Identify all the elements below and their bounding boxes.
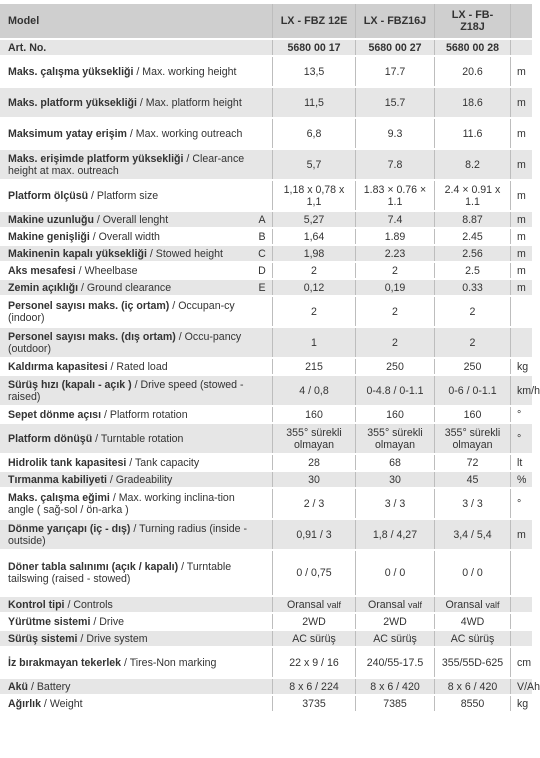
table-row (0, 297, 532, 326)
spec-unit: kg (510, 359, 532, 374)
spec-value-model-3: 0.33 (434, 280, 510, 295)
spec-unit: m (510, 119, 532, 148)
spec-unit (510, 631, 532, 646)
spec-label-en: Drive speed (stowed - raised) (8, 378, 244, 403)
spec-unit (510, 614, 532, 629)
spec-table (0, 2, 540, 713)
spec-value-model-2: 355° sürekli olmayan (355, 424, 434, 453)
spec-label-en: Gradeability (115, 473, 173, 486)
table-row (0, 246, 532, 261)
spec-label-tr: Ağırlık (8, 697, 41, 710)
table-row (0, 119, 532, 148)
dimension-code (252, 489, 272, 518)
table-row (0, 679, 532, 694)
spec-value-model-3: 250 (434, 359, 510, 374)
table-row (0, 57, 532, 86)
table-row (0, 359, 532, 374)
label-separator: / (121, 656, 130, 669)
spec-value-model-3: 45 (434, 472, 510, 487)
spec-label-en: Overall lenght (102, 213, 169, 226)
dimension-code (252, 696, 272, 711)
dimension-code (252, 328, 272, 357)
dimension-code (252, 407, 272, 422)
label-separator: / (175, 330, 185, 343)
table-row (0, 407, 532, 422)
spec-value-model-3: 355° sürekli olmayan (434, 424, 510, 453)
dimension-code: D (252, 263, 272, 278)
dimension-code (252, 455, 272, 470)
spec-value-model-3: AC sürüş (434, 631, 510, 646)
spec-value-model-1: 2 (272, 297, 355, 326)
spec-value-model-2: 1.83 × 0.76 × 1.1 (355, 181, 434, 210)
table-row (0, 181, 532, 210)
spec-label-tr: Döner tabla salınımı (açık / kapalı) (8, 561, 179, 573)
spec-label-en: Turning radius (inside - outside) (8, 522, 248, 547)
spec-label (0, 297, 252, 326)
label-separator: / (75, 264, 85, 277)
dimension-code (252, 597, 272, 612)
table-row (0, 263, 532, 278)
spec-value-model-3: 0 / 0 (434, 551, 510, 595)
label-separator: / (183, 152, 193, 165)
spec-label-en: Max. working height (142, 65, 237, 78)
spec-label-en: Occupan-cy (indoor) (8, 299, 235, 324)
spec-value-model-3: 8.87 (434, 212, 510, 227)
spec-unit (510, 40, 532, 55)
spec-value-model-1: 28 (272, 455, 355, 470)
spec-label-en: Occu-pancy (outdoor) (8, 330, 242, 355)
spec-label-en: Max. platform height (145, 96, 242, 109)
spec-label-tr: Maks. platform yüksekliği (8, 96, 137, 109)
label-separator: / (146, 247, 156, 260)
table-row (0, 88, 532, 117)
spec-value-model-3: 20.6 (434, 57, 510, 86)
label-separator: / (133, 65, 143, 78)
label-separator: / (136, 96, 146, 109)
spec-value-model-3: 4WD (434, 614, 510, 629)
label-separator: / (28, 680, 37, 693)
spec-label (0, 57, 252, 86)
spec-label (0, 181, 252, 210)
dimension-code (252, 376, 272, 405)
spec-label-tr: Kontrol tipi (8, 598, 65, 611)
spec-value-model-2: 17.7 (355, 57, 434, 86)
dimension-code: C (252, 246, 272, 261)
spec-value-model-2: AC sürüş (355, 631, 434, 646)
table-row (0, 614, 532, 629)
model-header-3: LX - FB- Z18J (434, 4, 510, 38)
table-row (0, 472, 532, 487)
spec-value-model-1: 22 x 9 / 16 (272, 648, 355, 677)
spec-value-model-2: 7.8 (355, 150, 434, 179)
spec-label (0, 520, 252, 549)
label-separator: / (92, 432, 101, 445)
spec-label-tr: Makine genişliği (8, 230, 90, 243)
spec-label-en: Drive system (86, 632, 148, 645)
spec-label-tr: Hidrolik tank kapasitesi (8, 456, 127, 469)
spec-label-tr: Maks. erişimde platform yüksekliği (8, 152, 184, 165)
table-row (0, 631, 532, 646)
spec-unit: lt (510, 455, 532, 470)
table-row (0, 520, 532, 549)
model-header: Model (0, 4, 252, 38)
spec-label-tr: Maksimum yatay erişim (8, 127, 127, 140)
spec-label-en: Max. working outreach (135, 127, 243, 140)
label-separator: / (88, 189, 97, 202)
spec-label-en: Platform size (96, 189, 159, 202)
spec-label (0, 489, 252, 518)
table-row (0, 696, 532, 711)
spec-label (0, 614, 252, 629)
spec-label (0, 424, 252, 453)
spec-value-model-2: 8 x 6 / 420 (355, 679, 434, 694)
spec-value-model-3: 8550 (434, 696, 510, 711)
spec-value-model-3: 2.45 (434, 229, 510, 244)
spec-value-model-3: 355/55D-625 (434, 648, 510, 677)
label-separator: / (178, 561, 187, 573)
spec-label-tr: Tırmanma kabiliyeti (8, 473, 107, 486)
spec-value-model-2: 1,8 / 4,27 (355, 520, 434, 549)
spec-label-en: Drive (99, 615, 125, 628)
label-separator: / (107, 360, 117, 373)
spec-value-model-1: 4 / 0,8 (272, 376, 355, 405)
label-separator: / (78, 281, 87, 294)
table-row (0, 648, 532, 677)
spec-label (0, 40, 252, 55)
label-separator: / (106, 473, 116, 486)
spec-label-en: Stowed height (155, 247, 223, 260)
spec-label-tr: İz bırakmayan tekerlek (8, 656, 122, 669)
spec-unit: m (510, 246, 532, 261)
dimension-code (252, 88, 272, 117)
spec-label-tr: Art. No. (8, 41, 47, 54)
value-suffix: valf (327, 599, 342, 610)
spec-label-tr: Aks mesafesi (8, 264, 76, 277)
dimension-code (252, 520, 272, 549)
dimension-code (252, 297, 272, 326)
spec-label (0, 119, 252, 148)
spec-label (0, 328, 252, 357)
spec-label-tr: Sepet dönme açısı (8, 408, 102, 421)
spec-label-en: Max. working inclina-tion angle ( sağ-sol / ön-arka ) (8, 491, 235, 516)
spec-unit (510, 297, 532, 326)
label-separator: / (40, 697, 50, 710)
table-row (0, 212, 532, 227)
table-row (0, 40, 532, 55)
dimension-code (252, 181, 272, 210)
spec-label-tr: Platform ölçüsü (8, 189, 89, 202)
spec-label-en: Platform rotation (109, 408, 188, 421)
dimension-code (252, 631, 272, 646)
label-separator: / (126, 127, 136, 140)
spec-value-model-3: 2.56 (434, 246, 510, 261)
spec-unit (510, 328, 532, 357)
spec-value-model-2: 0,19 (355, 280, 434, 295)
dimension-code: E (252, 280, 272, 295)
spec-value-model-3 (434, 597, 510, 612)
spec-label-tr: Kaldırma kapasitesi (8, 360, 108, 373)
spec-value-model-2: 68 (355, 455, 434, 470)
dimension-code (252, 57, 272, 86)
spec-value-model-3: 11.6 (434, 119, 510, 148)
spec-body (0, 40, 540, 711)
label-separator: / (169, 299, 179, 312)
spec-value-model-3: 3 / 3 (434, 489, 510, 518)
spec-label (0, 472, 252, 487)
spec-value-model-2: 2 (355, 263, 434, 278)
spec-value-model-3: 2 (434, 328, 510, 357)
spec-value-model-2: 7385 (355, 696, 434, 711)
spec-label-tr: Sürüş hızı (kapalı - açık ) (8, 378, 132, 391)
label-separator: / (77, 632, 87, 645)
spec-value-model-2: 9.3 (355, 119, 434, 148)
spec-unit: m (510, 520, 532, 549)
spec-value-model-2: 15.7 (355, 88, 434, 117)
spec-label-tr: Personel sayısı maks. (iç ortam) (8, 299, 170, 312)
spec-value-model-1: 1,64 (272, 229, 355, 244)
dimension-code: B (252, 229, 272, 244)
spec-label (0, 648, 252, 677)
table-row (0, 280, 532, 295)
spec-value-model-1: 11,5 (272, 88, 355, 117)
spec-unit: kg (510, 696, 532, 711)
spec-unit (510, 551, 532, 595)
spec-label (0, 359, 252, 374)
spec-label-tr: Personel sayısı maks. (dış ortam) (8, 330, 176, 343)
table-row (0, 551, 532, 595)
spec-label-tr: Dönme yarıçapı (iç - dış) (8, 522, 131, 535)
spec-unit: m (510, 57, 532, 86)
spec-unit: cm (510, 648, 532, 677)
spec-label (0, 212, 252, 227)
spec-unit: % (510, 472, 532, 487)
table-row (0, 489, 532, 518)
dimension-code (252, 679, 272, 694)
spec-value-model-2: 2 (355, 297, 434, 326)
spec-value-model-1: 6,8 (272, 119, 355, 148)
spec-label (0, 280, 252, 295)
spec-label-en: Weight (49, 697, 83, 710)
spec-unit: m (510, 150, 532, 179)
spec-value-model-2: 2.23 (355, 246, 434, 261)
spec-unit: m (510, 181, 532, 210)
model-header-2: LX - FBZ16J (355, 4, 434, 38)
label-separator: / (130, 522, 140, 535)
spec-label-tr: Yürütme sistemi (8, 615, 91, 628)
spec-value-model-3: 0-6 / 0-1.1 (434, 376, 510, 405)
dimension-code (252, 472, 272, 487)
spec-unit: ° (510, 424, 532, 453)
spec-value-model-2: 3 / 3 (355, 489, 434, 518)
spec-label-en: Overall width (98, 230, 160, 243)
label-separator: / (131, 378, 141, 391)
spec-label-en: Tires-Non marking (129, 656, 217, 669)
spec-value-model-1: 355° sürekli olmayan (272, 424, 355, 453)
spec-value-model-3: 8.2 (434, 150, 510, 179)
spec-unit: V/Ah (510, 679, 532, 694)
label-separator: / (109, 491, 119, 504)
spec-label (0, 88, 252, 117)
spec-value-model-1: 2 (272, 263, 355, 278)
spec-label (0, 407, 252, 422)
spec-unit: m (510, 263, 532, 278)
header-row (0, 4, 532, 38)
table-row (0, 150, 532, 179)
value-text: Oransal (286, 598, 328, 611)
spec-label (0, 263, 252, 278)
label-separator: / (126, 456, 135, 469)
spec-label-en: Wheelbase (84, 264, 138, 277)
spec-value-model-1: 13,5 (272, 57, 355, 86)
spec-value-model-1: 160 (272, 407, 355, 422)
table-row (0, 597, 532, 612)
spec-label-tr: Sürüş sistemi (8, 632, 78, 645)
spec-unit: m (510, 280, 532, 295)
spec-value-model-1: 0,12 (272, 280, 355, 295)
spec-value-model-2: 2 (355, 328, 434, 357)
spec-label (0, 597, 252, 612)
value-suffix: valf (485, 599, 500, 610)
value-text: Oransal (367, 598, 409, 611)
spec-label-tr: Akü (8, 680, 29, 693)
spec-label-en: Clear-ance height at max. outreach (8, 152, 245, 177)
spec-label (0, 150, 252, 179)
spec-value-model-1: 2 / 3 (272, 489, 355, 518)
spec-value-model-2: 240/55-17.5 (355, 648, 434, 677)
spec-value-model-2: 30 (355, 472, 434, 487)
dimension-code (252, 424, 272, 453)
spec-label (0, 679, 252, 694)
table-row (0, 455, 532, 470)
spec-value-model-1: 0,91 / 3 (272, 520, 355, 549)
spec-value-model-2: 7.4 (355, 212, 434, 227)
label-separator: / (93, 213, 103, 226)
spec-unit: km/h (510, 376, 532, 405)
spec-label-tr: Maks. çalışma eğimi (8, 491, 110, 504)
spec-label (0, 696, 252, 711)
spec-value-model-2 (355, 597, 434, 612)
dimension-code (252, 40, 272, 55)
spec-label (0, 246, 252, 261)
label-separator: / (90, 615, 100, 628)
spec-unit: ° (510, 489, 532, 518)
spec-label-tr: Zemin açıklığı (8, 281, 79, 294)
spec-unit: ° (510, 407, 532, 422)
spec-value-model-3: 2.5 (434, 263, 510, 278)
table-row (0, 376, 532, 405)
spec-label-en: Turntable tailswing (raised - stowed) (8, 561, 232, 585)
dimension-code (252, 150, 272, 179)
spec-value-model-1: 1,98 (272, 246, 355, 261)
spec-label (0, 551, 252, 595)
spec-label-tr: Maks. çalışma yüksekliği (8, 65, 134, 78)
spec-unit: m (510, 229, 532, 244)
spec-label (0, 376, 252, 405)
spec-value-model-1: 0 / 0,75 (272, 551, 355, 595)
spec-value-model-1: 1,18 x 0,78 x 1,1 (272, 181, 355, 210)
spec-label (0, 229, 252, 244)
spec-value-model-1: 30 (272, 472, 355, 487)
code-header (252, 4, 272, 38)
spec-unit: m (510, 212, 532, 227)
spec-value-model-1: 3735 (272, 696, 355, 711)
dimension-code: A (252, 212, 272, 227)
spec-value-model-3: 5680 00 28 (434, 40, 510, 55)
spec-value-model-3: 160 (434, 407, 510, 422)
dimension-code (252, 551, 272, 595)
spec-value-model-1 (272, 597, 355, 612)
table-row (0, 229, 532, 244)
spec-value-model-3: 72 (434, 455, 510, 470)
spec-label-en: Turntable rotation (100, 432, 184, 445)
model-header-1: LX - FBZ 12E (272, 4, 355, 38)
spec-value-model-1: 215 (272, 359, 355, 374)
spec-label-en: Controls (73, 598, 113, 611)
dimension-code (252, 119, 272, 148)
dimension-code (252, 359, 272, 374)
spec-label-en: Rated load (116, 360, 168, 373)
spec-value-model-1: 5,7 (272, 150, 355, 179)
spec-label (0, 455, 252, 470)
spec-value-model-1: 5680 00 17 (272, 40, 355, 55)
table-row (0, 328, 532, 357)
spec-label-tr: Makine uzunluğu (8, 213, 94, 226)
spec-unit: m (510, 88, 532, 117)
dimension-code (252, 614, 272, 629)
spec-value-model-1: AC sürüş (272, 631, 355, 646)
label-separator: / (89, 230, 99, 243)
dimension-code (252, 648, 272, 677)
label-separator: / (64, 598, 74, 611)
spec-value-model-2: 1.89 (355, 229, 434, 244)
spec-label (0, 631, 252, 646)
spec-label-en: Tank capacity (134, 456, 200, 469)
spec-value-model-1: 5,27 (272, 212, 355, 227)
value-suffix: valf (408, 599, 423, 610)
spec-value-model-2: 250 (355, 359, 434, 374)
spec-value-model-3: 18.6 (434, 88, 510, 117)
spec-value-model-3: 2.4 × 0.91 x 1.1 (434, 181, 510, 210)
spec-value-model-2: 5680 00 27 (355, 40, 434, 55)
value-text: Oransal (445, 598, 486, 611)
spec-label-tr: Makinenin kapalı yüksekliği (8, 247, 147, 260)
spec-value-model-2: 160 (355, 407, 434, 422)
spec-value-model-3: 2 (434, 297, 510, 326)
spec-unit (510, 597, 532, 612)
spec-value-model-3: 8 x 6 / 420 (434, 679, 510, 694)
spec-label-tr: Platform dönüşü (8, 432, 93, 445)
table-row (0, 424, 532, 453)
spec-value-model-1: 8 x 6 / 224 (272, 679, 355, 694)
spec-label-en: Battery (36, 680, 71, 693)
spec-value-model-1: 1 (272, 328, 355, 357)
spec-value-model-3: 3,4 / 5,4 (434, 520, 510, 549)
spec-value-model-2: 0-4.8 / 0-1.1 (355, 376, 434, 405)
spec-value-model-2: 2WD (355, 614, 434, 629)
spec-value-model-2: 0 / 0 (355, 551, 434, 595)
spec-value-model-1: 2WD (272, 614, 355, 629)
spec-label-en: Ground clearance (86, 281, 172, 294)
label-separator: / (101, 408, 110, 421)
unit-header (510, 4, 532, 38)
